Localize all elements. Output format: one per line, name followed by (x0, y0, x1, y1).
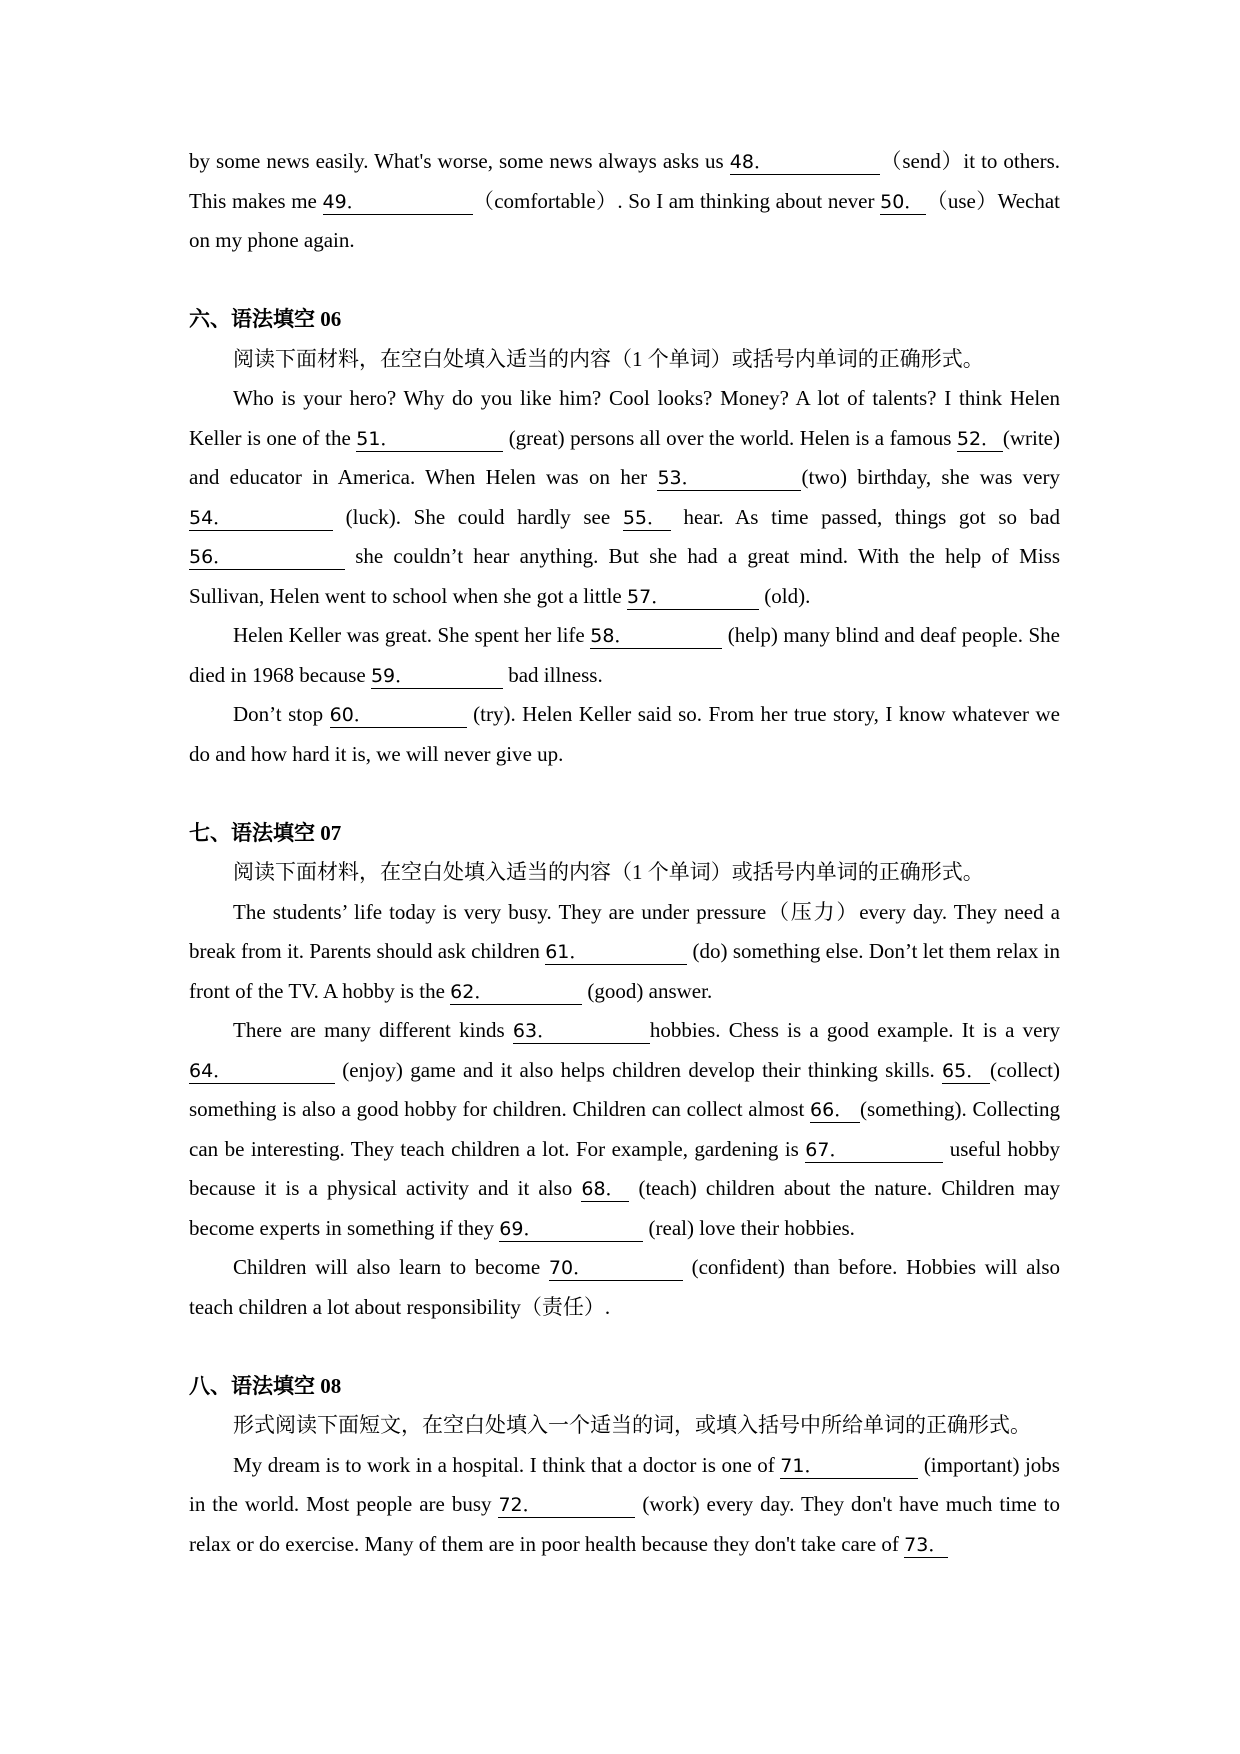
passage-text: (work) every day. They don't have much time to relax or do exercise. Many of them are in poor health because they don't take care of (189, 1492, 1060, 1556)
passage-text: （send）it to others. This makes me (189, 149, 1060, 213)
passage-text: (important) jobs in the world. Most people are busy (189, 1452, 1060, 1516)
section5-paragraph (189, 142, 1060, 261)
passage-text: (do) something else. Don’t let them relax in front of the TV. A hobby is the (189, 939, 1060, 1003)
passage-text: (write) and educator in America. When Helen was on her (189, 425, 1060, 489)
blank-67[interactable]: 67． (805, 1138, 943, 1163)
section7-heading: 七、语法填空 07 (189, 820, 342, 845)
passage-text: There are many different kinds (233, 1018, 513, 1042)
section6-paragraph-2 (189, 616, 1060, 695)
section6-heading: 六、语法填空 06 (189, 307, 342, 331)
passage-text: (two) birthday, she was very (801, 465, 1060, 489)
passage-text: (teach) children about the nature. Children may become experts in something if they (189, 1176, 1060, 1240)
passage-text: (try). Helen Keller said so. From her true story, I know whatever we do and how hard it is, we will never give up. (189, 702, 1060, 766)
section8-heading: 八、语法填空 08 (189, 1373, 342, 1398)
blank-68[interactable]: 68． (581, 1177, 629, 1202)
passage-text: Children will also learn to become (233, 1255, 549, 1279)
blank-61[interactable]: 61． (545, 940, 687, 965)
passage-text: （comfortable）. So I am thinking about never (472, 188, 881, 213)
passage-text: （use）Wechat on my phone again. (189, 188, 1061, 252)
blank-60[interactable]: 60． (330, 703, 467, 728)
section7-paragraph-2 (189, 1011, 1060, 1248)
blank-66[interactable]: 66． (810, 1098, 860, 1123)
blank-62[interactable]: 62． (450, 980, 582, 1005)
passage-text: she couldn’t hear anything. But she had a great mind. With the help of Miss Sullivan, Helen went to school when she got a little (189, 544, 1060, 608)
blank-70[interactable]: 70． (549, 1256, 683, 1281)
section6-paragraph-1 (189, 379, 1060, 616)
passage-text: Don’t stop (233, 702, 330, 726)
blank-64[interactable]: 64． (189, 1059, 335, 1084)
blank-63[interactable]: 63． (513, 1019, 650, 1044)
passage-text: useful hobby because it is a physical activity and it also (189, 1136, 1060, 1200)
spacer (189, 774, 1060, 814)
blank-51[interactable]: 51． (356, 427, 503, 452)
blank-69[interactable]: 69． (499, 1217, 643, 1242)
blank-57[interactable]: 57． (627, 585, 759, 610)
passage-text: My dream is to work in a hospital. I think that a doctor is one of (233, 1452, 781, 1477)
passage-text: (luck). She could hardly see (333, 504, 623, 529)
passage-text: Who is your hero? Why do you like him? Cool looks? Money? A lot of talents? I think Helen Keller is one of the (189, 386, 1060, 450)
spacer (189, 1327, 1060, 1367)
passage-text: (good) answer. (582, 978, 713, 1003)
blank-59[interactable]: 59． (371, 664, 503, 689)
passage-text: (collect) something is also a good hobby for children. Children can collect almost (189, 1057, 1060, 1121)
passage-text: (real) love their hobbies. (643, 1215, 855, 1240)
blank-53[interactable]: 53． (657, 466, 801, 491)
passage-text: (something). Collecting can be interesting. They teach children a lot. For example, gardening is (189, 1097, 1060, 1161)
passage-text: hobbies. Chess is a good example. It is a very (649, 1018, 1060, 1042)
passage-text: (great) persons all over the world. Helen is a famous (503, 425, 957, 450)
passage-text: (old). (759, 583, 811, 608)
blank-50[interactable]: 50． (880, 190, 926, 215)
passage-text: (confident) than before. Hobbies will also teach children a lot about responsibility（责任）. (189, 1255, 1060, 1319)
section6-paragraph-3 (189, 695, 1060, 774)
passage-text: Helen Keller was great. She spent her life (233, 623, 591, 647)
section7-paragraph-3 (189, 1248, 1060, 1327)
passage-text: by some news easily. What's worse, some news always asks us (189, 149, 730, 173)
section7-paragraph-1 (189, 893, 1060, 1012)
blank-72[interactable]: 72． (498, 1493, 635, 1518)
blank-48[interactable]: 48． (730, 150, 880, 175)
blank-52[interactable]: 52． (957, 427, 1003, 452)
blank-56[interactable]: 56． (189, 545, 345, 570)
blank-65[interactable]: 65． (942, 1059, 990, 1084)
blank-54[interactable]: 54． (189, 506, 333, 531)
spacer (189, 261, 1060, 301)
blank-55[interactable]: 55． (623, 506, 671, 531)
blank-58[interactable]: 58． (590, 624, 722, 649)
section7-instruction: 阅读下面材料，在空白处填入适当的内容（1 个单词）或括号内单词的正确形式。 (233, 860, 984, 884)
section8-instruction: 形式阅读下面短文，在空白处填入一个适当的词，或填入括号中所给单词的正确形式。 (233, 1413, 1031, 1437)
passage-text: hear. As time passed, things got so bad (670, 504, 1061, 529)
passage-text: (help) many blind and deaf people. She died in 1968 because (189, 623, 1060, 687)
section6-instruction: 阅读下面材料，在空白处填入适当的内容（1 个单词）或括号内单词的正确形式。 (233, 346, 984, 371)
blank-71[interactable]: 71． (780, 1454, 918, 1479)
blank-73[interactable]: 73． (904, 1533, 948, 1556)
passage-text: (enjoy) game and it also helps children develop their thinking skills. (335, 1057, 943, 1082)
worksheet-page (189, 142, 1060, 1564)
passage-text: bad illness. (502, 662, 603, 687)
blank-49[interactable]: 49． (323, 190, 473, 215)
section8-paragraph-1 (189, 1446, 1060, 1565)
passage-text: The students’ life today is very busy. They are under pressure（压力）every day. They need a break from it. Parents should ask children (189, 899, 1060, 963)
